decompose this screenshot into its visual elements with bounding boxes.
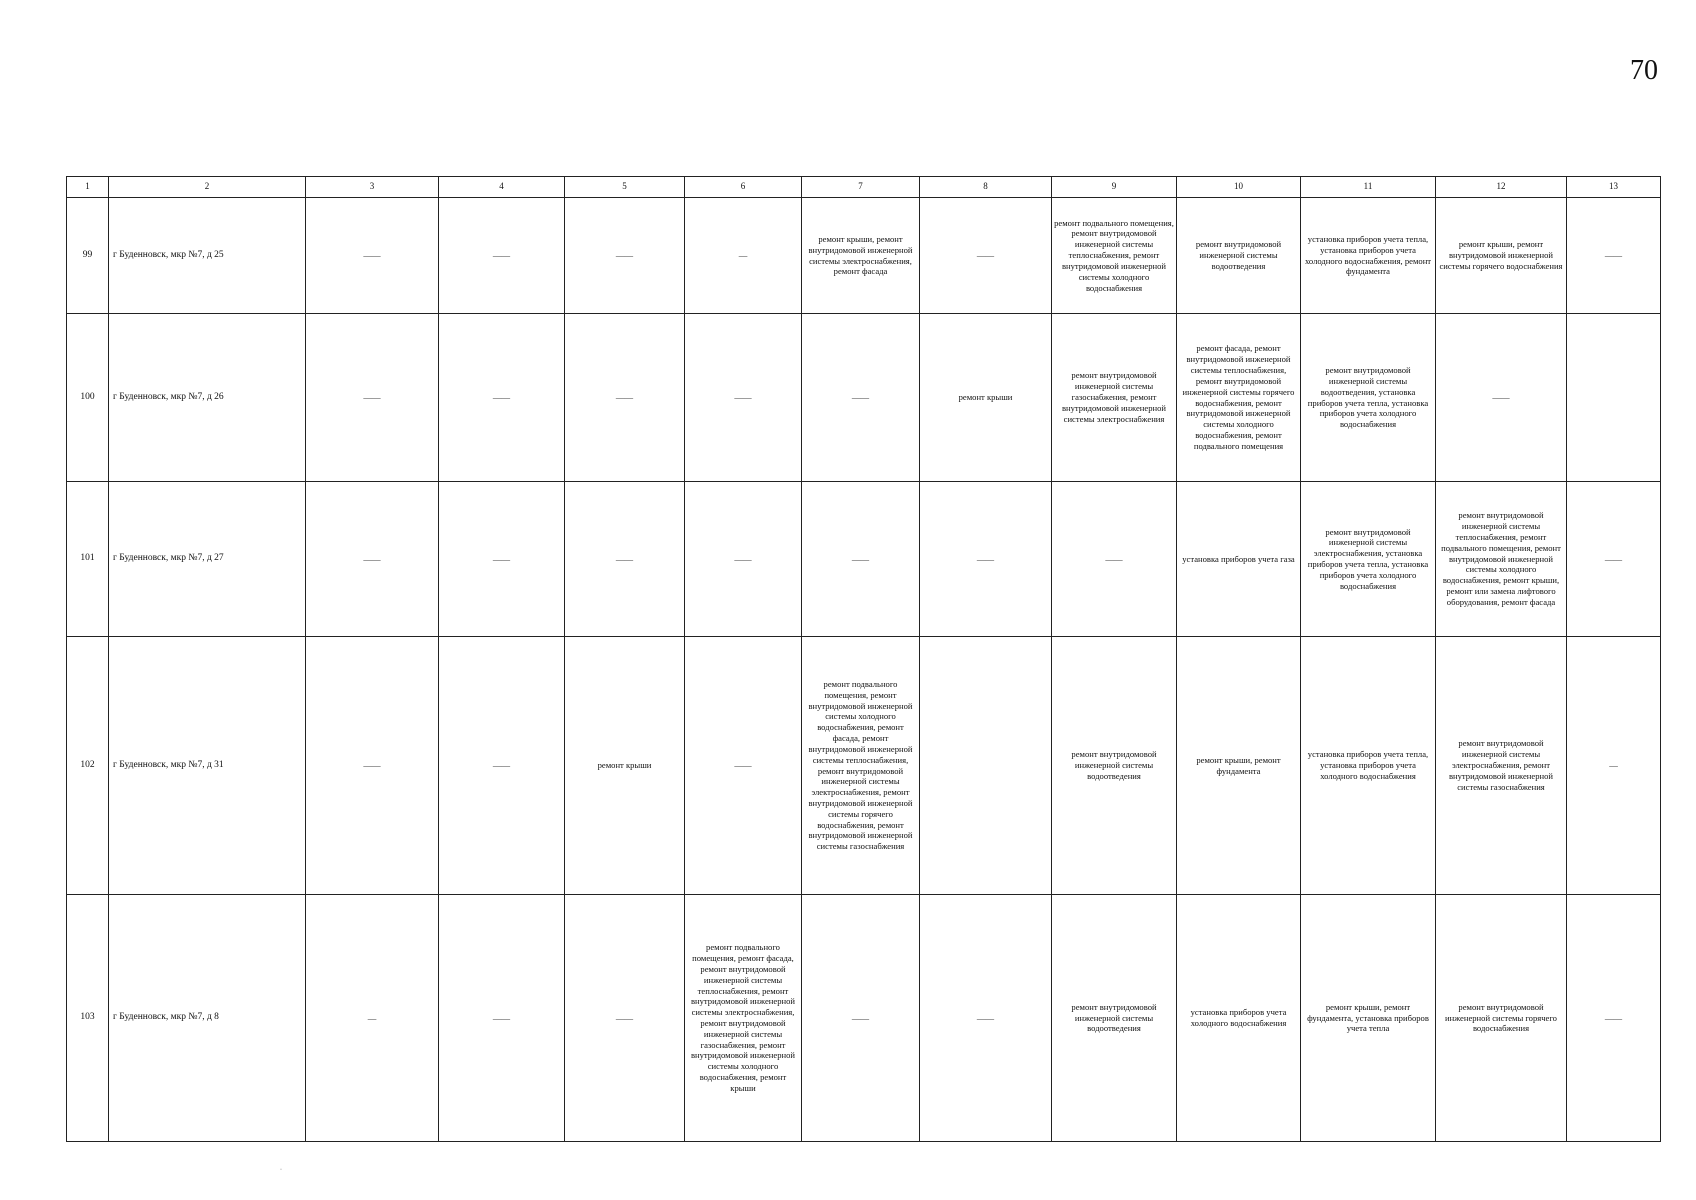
table-cell: —— xyxy=(1567,198,1661,314)
scan-speck: · xyxy=(280,1167,282,1173)
table-cell: ремонт подвального помещения, ремонт внутридомовой инженерной системы холодного водоснабжения, ремонт фасада, ремонт внутридомовой инженерной системы теплоснабжения, ремонт внутридомовой инженерной системы электроснабжения, ремонт внутридомовой инженерной системы горячего водоснабжения, ремонт внутридомовой инженерной системы газоснабжения xyxy=(802,637,920,895)
table-cell: ремонт внутридомовой инженерной системы теплоснабжения, ремонт подвального помещения, ремонт внутридомовой инженерной системы холодного водоснабжения, ремонт крыши, ремонт или замена лифтового оборудования, ремонт фасада xyxy=(1436,482,1567,637)
table-cell: —— xyxy=(439,482,565,637)
table-cell: — xyxy=(1567,637,1661,895)
table-cell: —— xyxy=(439,895,565,1142)
table-cell: —— xyxy=(306,637,439,895)
table-cell: ремонт внутридомовой инженерной системы водоотведения xyxy=(1052,637,1177,895)
address-cell: г Буденновск, мкр №7, д 26 xyxy=(109,314,306,482)
works-table xyxy=(66,176,1661,1142)
table-cell: —— xyxy=(685,637,802,895)
table-cell: —— xyxy=(1052,482,1177,637)
table-cell: —— xyxy=(1567,482,1661,637)
column-number-header: 2 xyxy=(109,177,306,198)
column-number-header: 5 xyxy=(565,177,685,198)
address-cell: г Буденновск, мкр №7, д 31 xyxy=(109,637,306,895)
address-cell: г Буденновск, мкр №7, д 8 xyxy=(109,895,306,1142)
table-cell: ремонт внутридомовой инженерной системы электроснабжения, установка приборов учета тепла, установка приборов учета холодного водоснабжения xyxy=(1301,482,1436,637)
row-number-cell: 99 xyxy=(67,198,109,314)
table-cell: —— xyxy=(920,198,1052,314)
table-cell: ремонт крыши xyxy=(565,637,685,895)
table-cell: —— xyxy=(802,314,920,482)
table-cell: —— xyxy=(565,895,685,1142)
column-number-header: 13 xyxy=(1567,177,1661,198)
row-number-cell: 103 xyxy=(67,895,109,1142)
row-number-cell: 100 xyxy=(67,314,109,482)
column-number-header: 7 xyxy=(802,177,920,198)
table-cell: —— xyxy=(920,482,1052,637)
table-cell: — xyxy=(306,895,439,1142)
column-number-header: 11 xyxy=(1301,177,1436,198)
table-cell: ремонт подвального помещения, ремонт фасада, ремонт внутридомовой инженерной системы теплоснабжения, ремонт внутридомовой инженерной системы электроснабжения, ремонт внутридомовой инженерной системы газоснабжения, ремонт внутридомовой инженерной системы холодного водоснабжения, ремонт крыши xyxy=(685,895,802,1142)
table-cell: ремонт внутридомовой инженерной системы электроснабжения, ремонт внутридомовой инженерной системы газоснабжения xyxy=(1436,637,1567,895)
table-cell: — xyxy=(685,198,802,314)
row-number-cell: 102 xyxy=(67,637,109,895)
table-cell: ремонт крыши, ремонт внутридомовой инженерной системы электроснабжения, ремонт фасада xyxy=(802,198,920,314)
table-cell: ремонт крыши xyxy=(920,314,1052,482)
table-cell: —— xyxy=(685,314,802,482)
column-number-header: 4 xyxy=(439,177,565,198)
column-number-header: 8 xyxy=(920,177,1052,198)
table-row xyxy=(67,482,1661,637)
table-cell: установка приборов учета холодного водоснабжения xyxy=(1177,895,1301,1142)
table-cell: —— xyxy=(439,198,565,314)
header-row xyxy=(67,177,1661,198)
table-row xyxy=(67,314,1661,482)
table-cell: ремонт подвального помещения, ремонт внутридомовой инженерной системы теплоснабжения, ремонт внутридомовой инженерной системы холодного водоснабжения xyxy=(1052,198,1177,314)
table-cell: —— xyxy=(306,314,439,482)
table-cell: установка приборов учета газа xyxy=(1177,482,1301,637)
table-cell: установка приборов учета тепла, установка приборов учета холодного водоснабжения, ремонт фундамента xyxy=(1301,198,1436,314)
table-cell: —— xyxy=(1567,895,1661,1142)
address-cell: г Буденновск, мкр №7, д 27 xyxy=(109,482,306,637)
table-cell: ремонт фасада, ремонт внутридомовой инженерной системы теплоснабжения, ремонт внутридомовой инженерной системы горячего водоснабжения, ремонт внутридомовой инженерной системы холодного водоснабжения, ремонт подвального помещения xyxy=(1177,314,1301,482)
column-number-header: 1 xyxy=(67,177,109,198)
column-number-header: 12 xyxy=(1436,177,1567,198)
table-cell xyxy=(1567,314,1661,482)
table-row xyxy=(67,198,1661,314)
column-number-header: 6 xyxy=(685,177,802,198)
table-cell: —— xyxy=(920,895,1052,1142)
table-row xyxy=(67,895,1661,1142)
table-cell: —— xyxy=(685,482,802,637)
table-cell: ремонт внутридомовой инженерной системы газоснабжения, ремонт внутридомовой инженерной системы электроснабжения xyxy=(1052,314,1177,482)
row-number-cell: 101 xyxy=(67,482,109,637)
table-cell: ремонт крыши, ремонт внутридомовой инженерной системы горячего водоснабжения xyxy=(1436,198,1567,314)
table-cell: ремонт внутридомовой инженерной системы водоотведения, установка приборов учета тепла, установка приборов учета холодного водоснабжения xyxy=(1301,314,1436,482)
table-cell: ремонт крыши, ремонт фундамента, установка приборов учета тепла xyxy=(1301,895,1436,1142)
table-cell: —— xyxy=(802,895,920,1142)
table-cell: —— xyxy=(439,637,565,895)
table-cell: установка приборов учета тепла, установка приборов учета холодного водоснабжения xyxy=(1301,637,1436,895)
table-cell: —— xyxy=(306,198,439,314)
table-cell: —— xyxy=(565,198,685,314)
table-cell xyxy=(920,637,1052,895)
table-cell: ремонт внутридомовой инженерной системы водоотведения xyxy=(1177,198,1301,314)
page-number: 70 xyxy=(1630,55,1658,86)
table-row xyxy=(67,637,1661,895)
column-number-header: 3 xyxy=(306,177,439,198)
table-cell: —— xyxy=(565,314,685,482)
table-cell: —— xyxy=(1436,314,1567,482)
column-number-header: 10 xyxy=(1177,177,1301,198)
table-cell: ремонт внутридомовой инженерной системы водоотведения xyxy=(1052,895,1177,1142)
table-cell: ремонт крыши, ремонт фундамента xyxy=(1177,637,1301,895)
table-cell: —— xyxy=(802,482,920,637)
address-cell: г Буденновск, мкр №7, д 25 xyxy=(109,198,306,314)
table-cell: —— xyxy=(439,314,565,482)
table-cell: —— xyxy=(565,482,685,637)
table-cell: ремонт внутридомовой инженерной системы горячего водоснабжения xyxy=(1436,895,1567,1142)
column-number-header: 9 xyxy=(1052,177,1177,198)
table-cell: —— xyxy=(306,482,439,637)
